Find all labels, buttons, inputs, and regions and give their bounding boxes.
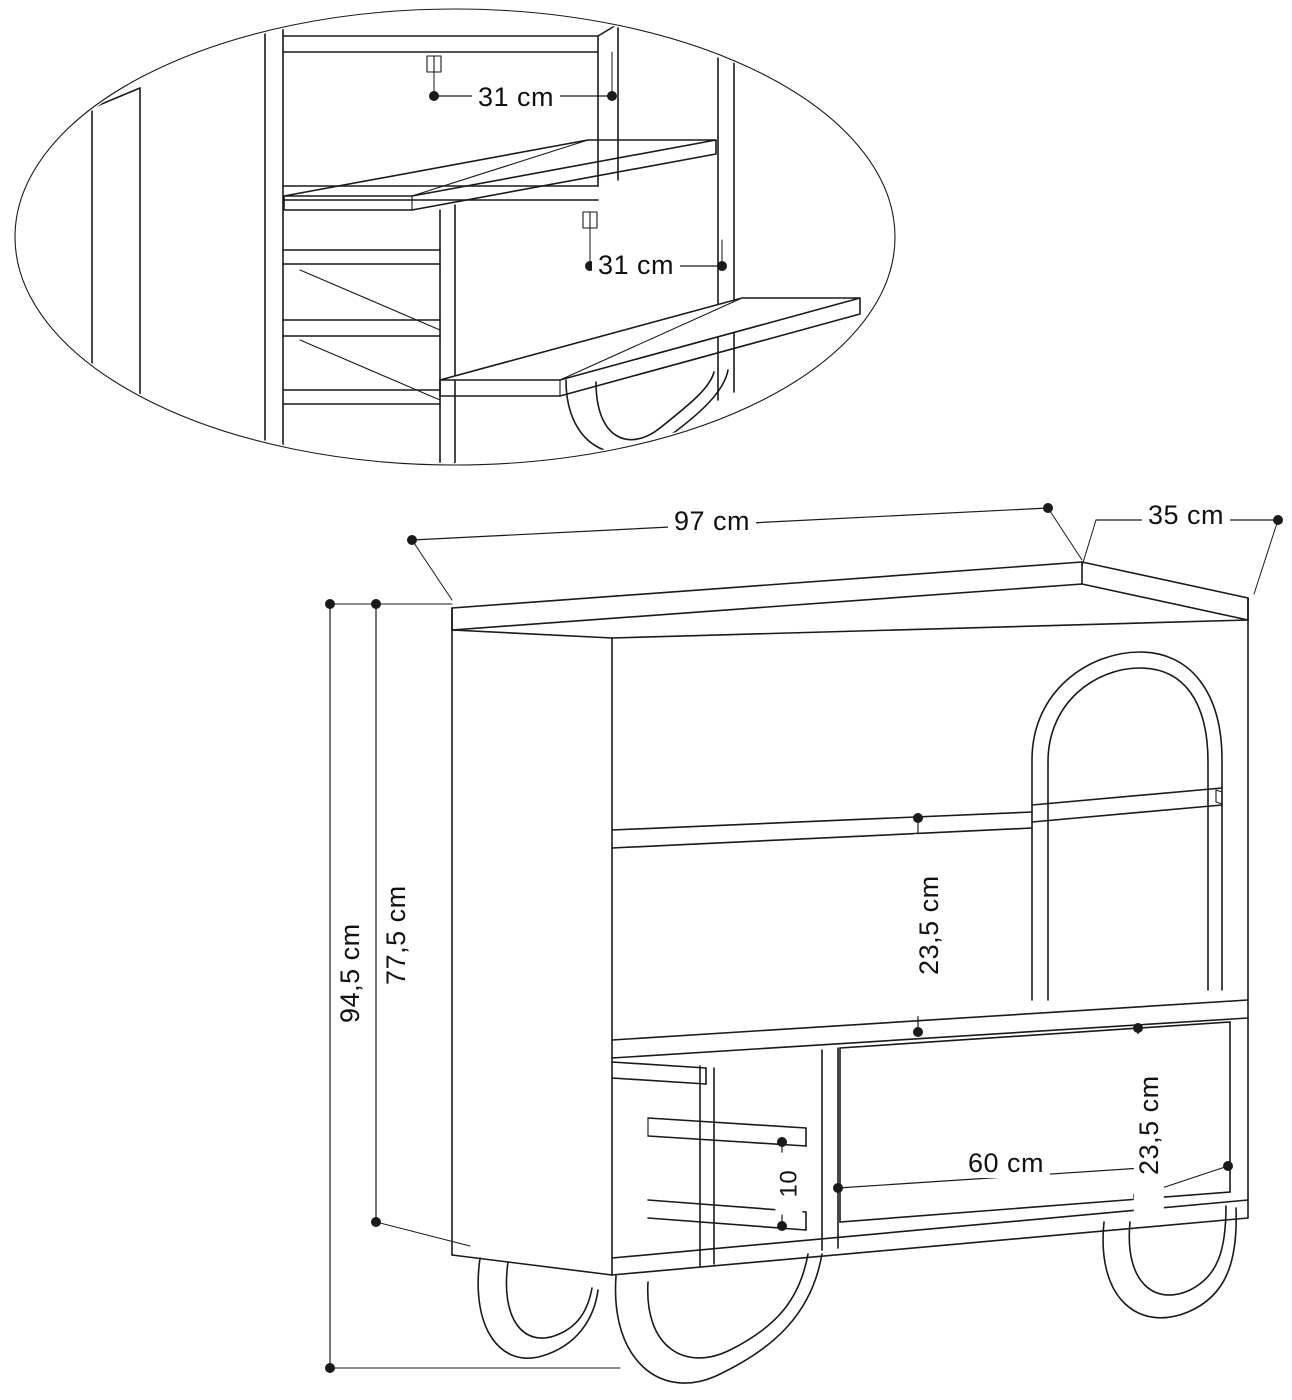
leg-left-inner [506, 1262, 592, 1338]
dim-ext-35-left [1082, 520, 1096, 566]
dim-dot-10-top [777, 1137, 787, 1147]
mid-divider-bottom [612, 828, 1032, 848]
dim-dot-235-upper-bottom [913, 1027, 923, 1037]
right-shelf-top-line [1032, 788, 1222, 805]
main-dimensions-group [325, 503, 1283, 1373]
arch-frame-inner [1048, 668, 1208, 1000]
dim-label-drawer-60: 60 cm [962, 1148, 1050, 1178]
dim-dot-235-lower-end [1223, 1161, 1233, 1171]
leg-front-outer [616, 1254, 822, 1383]
dim-ext-97-right [1048, 508, 1082, 560]
drawer-front [840, 1022, 1230, 1222]
dim-label-width-97: 97 cm [668, 506, 756, 536]
dim-label-detail-31-lower: 31 cm [592, 250, 680, 280]
dim-ext-35-right [1254, 520, 1278, 594]
body-inner-top-line [612, 620, 1248, 638]
dim-label-detail-31-upper: 31 cm [472, 82, 560, 112]
leg-right-inner [1129, 1206, 1226, 1295]
small-shelf-1-top [612, 1062, 706, 1068]
dim-label-height-775: 77,5 cm [381, 849, 411, 1021]
dim-ext-97-left [412, 540, 452, 600]
small-shelf-2-top [648, 1118, 806, 1128]
dim-label-height-945: 94,5 cm [335, 887, 365, 1059]
dim-label-235-upper: 23,5 cm [914, 834, 944, 1016]
dim-ext-775-bottom [376, 1222, 470, 1246]
dim-dot-235-upper-top [913, 813, 923, 823]
right-shelf-bottom-line [1032, 805, 1222, 822]
small-shelf-1-bottom [612, 1078, 706, 1084]
right-shelf-bracket [1216, 790, 1222, 804]
leg-left-outer [478, 1258, 598, 1358]
main-view-group [452, 562, 1248, 1383]
dim-label-depth-35: 35 cm [1142, 500, 1230, 530]
body-left-bottom-connect [452, 1255, 612, 1275]
arch-frame-outer [1032, 652, 1222, 1000]
dim-dot-235-lower-top [1133, 1023, 1143, 1033]
dim-dot-60-left [833, 1183, 843, 1193]
dim-label-235-lower: 23,5 cm [1134, 1034, 1164, 1216]
body-left-top-connect [452, 630, 612, 638]
body-bottom-front-line [612, 1218, 1248, 1275]
mid-divider-top [612, 812, 1032, 830]
top-board [452, 562, 1248, 630]
dim-label-gap-10: 10 [775, 1153, 802, 1215]
dim-dot-10-bottom [777, 1221, 787, 1231]
